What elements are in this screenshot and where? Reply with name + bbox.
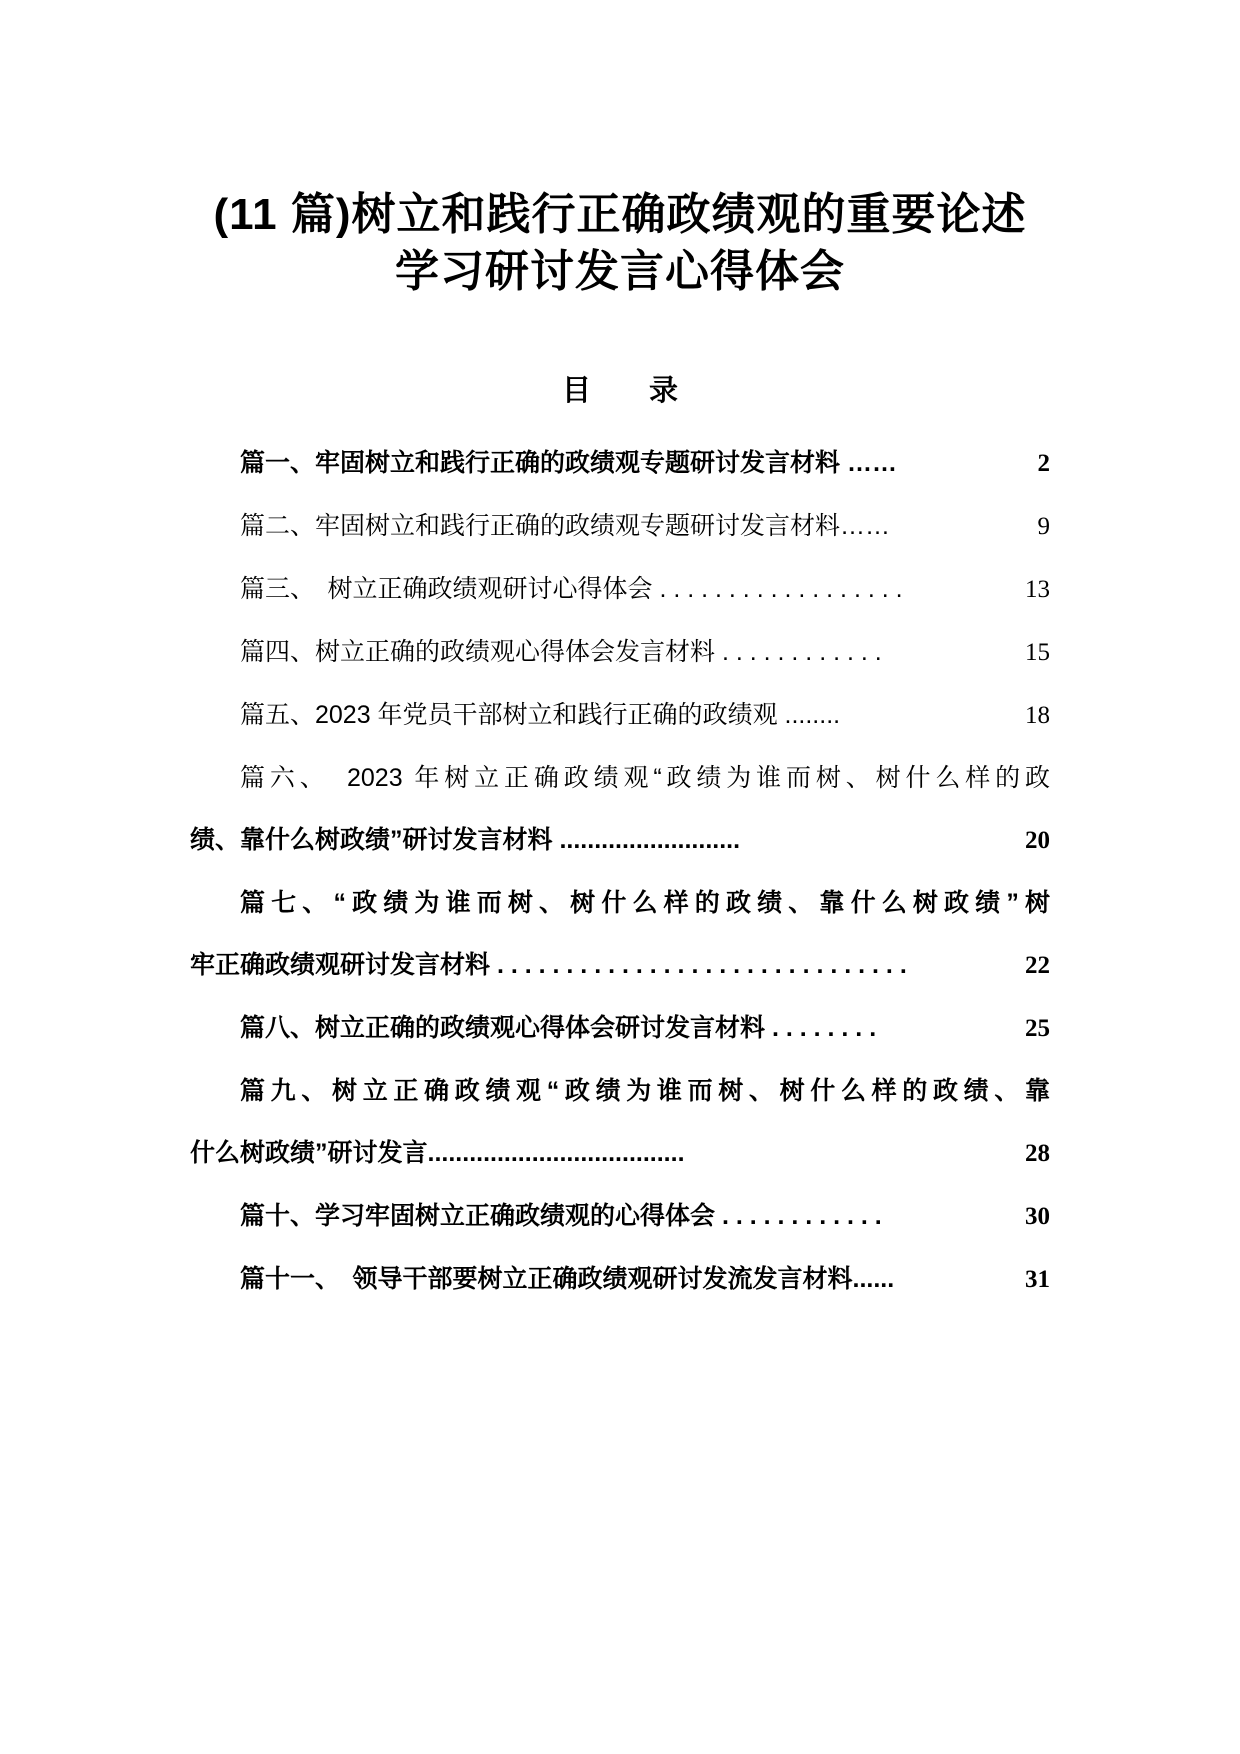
toc-leader-dots: …… [840,449,904,477]
toc-entry-text: 篇九、树立正确政绩观“政绩为谁而树、树什么样的政绩、靠 [240,1077,1050,1105]
toc-leader-dots: ...... [852,1265,895,1293]
toc-page-number: 20 [1025,827,1050,854]
toc-entry-11[interactable] [190,1248,1050,1311]
toc-heading: 目 录 [561,375,678,407]
toc-page-number: 2 [1037,450,1050,477]
toc-entry-7-line-1[interactable] [190,872,1050,934]
toc-entry-text: 什么树政绩”研讨发言 [190,1139,428,1167]
toc-entry-6-line-1[interactable] [190,747,1050,809]
toc-entry-text: 牢正确政绩观研讨发言材料 [190,951,491,979]
toc-entry-5[interactable] [190,684,1050,747]
toc-entry-text: 篇六、 2023 年树立正确政绩观“政绩为谁而树、树什么样的政 [240,764,1050,792]
toc-leader-dots: ..................................... [427,1139,685,1167]
toc-page-number: 18 [1025,702,1050,729]
toc-entry-text: 篇二、牢固树立和践行正确的政绩观专题研讨发言材料 [240,512,841,540]
toc-entry-10[interactable] [190,1185,1050,1248]
toc-leader-dots: . . . . . . . . . . . . . . . . . . . . . . . . . . . . . . [490,951,914,979]
toc-entry-9-line-1[interactable] [190,1060,1050,1122]
toc-entry-9-line-2[interactable] [190,1122,1050,1185]
toc-page-number: 15 [1025,639,1050,666]
toc-entry-text: 篇八、树立正确的政绩观心得体会研讨发言材料 [240,1014,766,1042]
toc-page-number: 28 [1025,1140,1050,1167]
toc-leader-dots: . . . . . . . . . . . . [715,1202,889,1230]
toc-entry-1[interactable] [190,432,1050,495]
document-title-line-1: (11 篇)树立和践行正确政绩观的重要论述 [213,190,1027,239]
toc-page-number: 22 [1025,952,1050,979]
toc-leader-dots: . . . . . . . . . . . . [715,638,889,666]
toc-entry-3[interactable] [190,558,1050,621]
toc-entry-text: 篇七、“政绩为谁而树、树什么样的政绩、靠什么树政绩”树 [240,889,1050,917]
toc-entry-text: 篇一、牢固树立和践行正确的政绩观专题研讨发言材料 [240,449,841,477]
toc-page-number: 9 [1037,513,1050,540]
document-title [190,0,1050,300]
toc-page-number: 25 [1025,1015,1050,1042]
toc-entry-text: 篇十、学习牢固树立正确政绩观的心得体会 [240,1202,716,1230]
toc-leader-dots: . . . . . . . . [765,1014,884,1042]
toc-entry-4[interactable] [190,621,1050,684]
toc-leader-dots: . . . . . . . . . . . . . . . . . . [652,575,910,603]
toc-page-number: 30 [1025,1203,1050,1230]
toc-entry-2[interactable] [190,495,1050,558]
toc-entry-text: 篇五、2023 年党员干部树立和践行正确的政绩观 [240,701,778,729]
document-title-line-2: 学习研讨发言心得体会 [395,247,845,296]
toc-leader-dots: .......................... [552,826,741,854]
toc-entry-text: 篇三、 树立正确政绩观研讨心得体会 [240,575,653,603]
toc-entry-7-line-2[interactable] [190,934,1050,997]
toc-entry-8[interactable] [190,997,1050,1060]
toc-leader-dots: …… [840,512,891,540]
toc-entry-text: 篇四、树立正确的政绩观心得体会发言材料 [240,638,716,666]
toc-leader-dots: ........ [777,701,841,729]
toc-entry-6-line-2[interactable] [190,809,1050,872]
toc-page-number: 13 [1025,576,1050,603]
toc-page-number: 31 [1025,1266,1050,1293]
toc-entry-text: 绩、靠什么树政绩”研讨发言材料 [190,826,553,854]
toc-entry-text: 篇十一、 领导干部要树立正确政绩观研讨发流发言材料 [240,1265,853,1293]
toc [190,432,1050,1311]
